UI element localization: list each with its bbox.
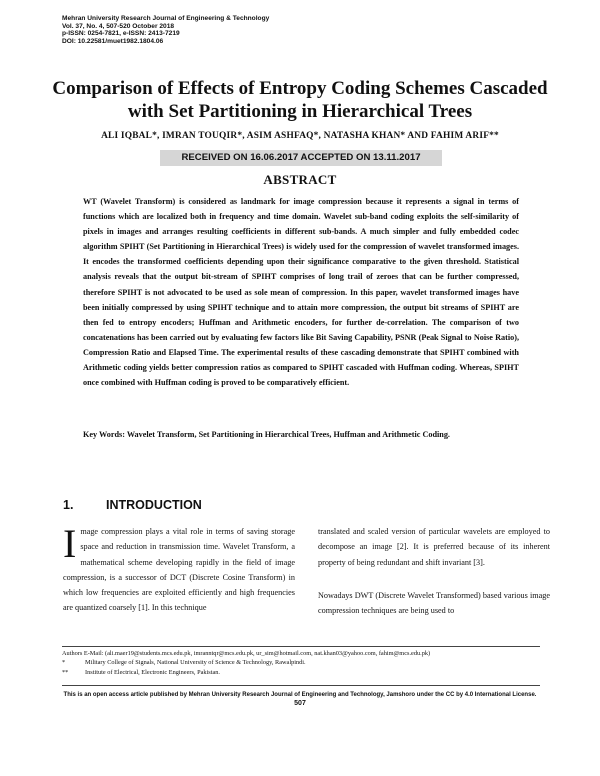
keywords: Key Words: Wavelet Transform, Set Partitioning in Hierarchical Trees, Huffman and Arithmetic Coding. <box>83 430 450 439</box>
footnote-divider <box>62 646 540 647</box>
journal-doi: DOI: 10.22581/muet1982.1804.06 <box>62 37 164 45</box>
paper-title-line-1: Comparison of Effects of Entropy Coding Schemes Cascaded <box>52 78 548 99</box>
footnote-1-text: Military College of Signals, National University of Science & Technology, Rawalpindi. <box>85 659 306 667</box>
received-accepted-banner: RECEIVED ON 16.06.2017 ACCEPTED ON 13.11.2017 <box>160 150 442 166</box>
intro-column-right <box>318 524 550 618</box>
author-list: ALI IQBAL*, IMRAN TOUQIR*, ASIM ASHFAQ*, NATASHA KHAN* AND FAHIM ARIF** <box>101 131 499 141</box>
paper-title <box>40 77 560 123</box>
intro-paragraph-1: mage compression plays a vital role in terms of saving storage space and reduction in transmission time. Wavelet Transform, a mathematical scheme developing rapidly in the field of image compression, is a successor of DCT (Discrete Cosine Transform) in which low frequencies are exploited efficiently and high frequencies are quantized coarsely [1]. In this technique <box>63 527 295 613</box>
author-emails: Authors E-Mail: (ali.maer19@students.mcs.edu.pk, imranntqr@mcs.edu.pk, ur_sim@hotmail.com, nat.khan03@yahoo.com, fahim@mcs.edu.pk) <box>62 650 431 657</box>
intro-paragraph-2: Nowadays DWT (Discrete Wavelet Transformed) based various image compression techniques are being used to <box>318 590 550 616</box>
section-number: 1. <box>63 498 74 512</box>
page-number: 507 <box>294 700 306 707</box>
footnote-2 <box>62 668 430 677</box>
journal-header <box>62 15 269 45</box>
journal-volume: Vol. 37, No. 4, 507-520 October 2018 <box>62 22 175 30</box>
abstract-body: WT (Wavelet Transform) is considered as landmark for image compression because it represents a signal in terms of functions which are localized both in frequency and time domain. Wavelet sub-band coding exploits the self-similarity of pixels in images and arranges resulting coefficients in different sub-bands. A much simpler and fully embedded codec algorithm SPIHT (Set Partitioning in Hierarchical Trees) is widely used for the compression of wavelet transformed images. It encodes the transformed coefficients depending upon their significance comparative to the given threshold. Statistical analysis reveals that the output bit-stream of SPIHT comprises of long trail of zeroes that can be further compressed, therefore SPIHT is not advocated to be used as sole mean of compression. In this paper, wavelet transformed images have been initially compressed by using SPIHT technique and to attain more compression, the output bit streams of SPIHT are then fed to entropy encoders; Huffman and Arithmetic encoders, for further de-correlation. The comparison of two concatenations has been carried out by evaluating few factors like Bit Saving Capability, PSNR (Peak Signal to Noise Ratio), Compression Ratio and Elapsed Time. The experimental results of these cascading demonstrate that SPIHT combined with Arithmetic coding yields better compression ratios as compared to SPIHT cascaded with Huffman coding. Whereas, SPIHT once combined with Huffman coding is proved to be comparatively efficient. <box>83 197 519 388</box>
intro-paragraph-1-continued: translated and scaled version of particular wavelets are employed to decompose an image [2]. It is preferred because of its inherent property of being redundant and shift invariant [3]. <box>318 527 550 567</box>
intro-column-left <box>63 521 295 616</box>
journal-issn: p-ISSN: 0254-7821, e-ISSN: 2413-7219 <box>62 30 180 38</box>
paper-title-line-2: with Set Partitioning in Hierarchical Trees <box>127 101 473 122</box>
abstract-heading: ABSTRACT <box>263 172 337 187</box>
journal-name: Mehran University Research Journal of Engineering & Technology <box>62 15 270 22</box>
footnote-2-mark: ** <box>62 668 69 676</box>
footnotes <box>62 649 430 677</box>
license-divider <box>62 685 540 686</box>
footnote-2-text: Institute of Electrical, Electronic Engineers, Pakistan. <box>85 668 220 676</box>
footnote-1 <box>62 658 430 667</box>
section-heading-introduction <box>63 498 202 512</box>
drop-cap: I <box>63 521 77 566</box>
license-notice: This is an open access article published by Mehran University Research Journal of Engineering and Technology, Jamshoro under the CC by 4.0 International License. <box>63 692 537 698</box>
section-title: INTRODUCTION <box>106 498 202 512</box>
footnote-1-mark: * <box>62 659 66 667</box>
